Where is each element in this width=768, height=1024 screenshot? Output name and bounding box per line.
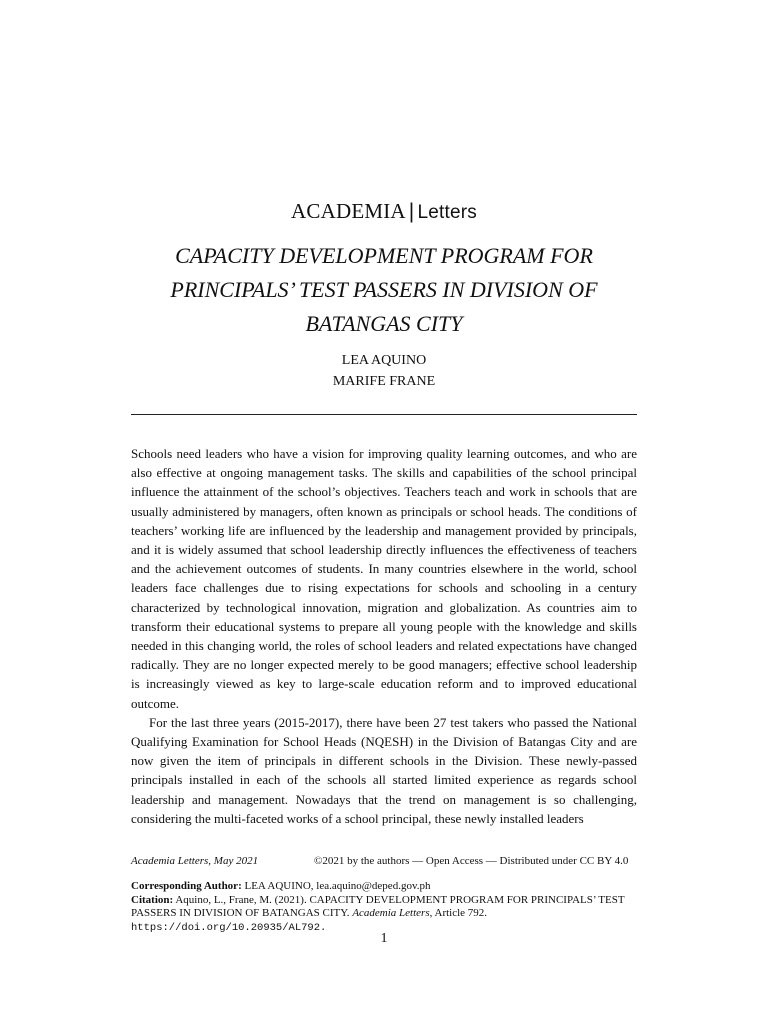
page-footer	[131, 854, 637, 868]
author-name: MARIFE FRANE	[332, 374, 436, 389]
page-number: 1	[380, 931, 388, 946]
corresponding-author	[131, 880, 637, 894]
citation-block	[131, 880, 637, 935]
author-name: LEA AQUINO	[341, 353, 427, 368]
footer-journal: Academia Letters, May 2021	[131, 855, 259, 867]
journal-brand	[0, 199, 768, 224]
footer-license: ©2021 by the authors — Open Access — Distributed under CC BY 4.0	[314, 855, 629, 867]
citation-label: Citation:	[131, 893, 174, 906]
doi-link[interactable]: https://doi.org/10.20935/AL792.	[131, 921, 327, 934]
citation-text: Aquino, L., Frane, M. (2021). CAPACITY DEVELOPMENT PROGRAM FOR PRINCIPALS’ TEST PASSERS IN DIVISION OF BATANGAS CITY.	[131, 893, 625, 919]
title-line: CAPACITY DEVELOPMENT PROGRAM FOR	[175, 243, 593, 268]
article-title	[140, 239, 628, 341]
article-body	[131, 444, 637, 828]
citation	[131, 894, 637, 921]
brand-separator: |	[408, 200, 415, 223]
author-list	[0, 350, 768, 392]
title-line: BATANGAS CITY	[305, 311, 463, 336]
title-line: PRINCIPALS’ TEST PASSERS IN DIVISION OF	[170, 277, 598, 302]
brand-academia: ACADEMIA	[291, 199, 406, 223]
body-paragraph: Schools need leaders who have a vision for improving quality learning outcomes, and who are also effective at ongoing management tasks. The skills and capabilities of the school principal influence the attainment of the school’s objectives. Teachers teach and work in schools that are usually administered by managers, often known as principals or school heads. The conditions of teachers’ working life are influenced by the leadership and management provided by principals, and it is widely assumed that school leadership directly influences the effectiveness of teachers and the achievement outcomes of students. In many countries elsewhere in the world, school leaders face challenges due to rising expectations for schools and schooling in a century characterized by technological innovation, migration and globalization. As countries aim to transform their educational systems to prepare all young people with the knowledge and skills needed in this changing world, the roles of school leaders and related expectations have changed radically. They are no longer expected merely to be good managers; effective school leadership is increasingly viewed as key to large-scale education reform and to improved educational outcome.	[131, 446, 637, 711]
citation-article: , Article 792.	[429, 907, 488, 919]
body-paragraph: For the last three years (2015-2017), there have been 27 test takers who passed the National Qualifying Examination for School Heads (NQESH) in the Division of Batangas City and are now given the item of principals in different schools in the Division. These newly-passed principals installed in each of the schools all started limited experience as regards school leadership and management. Nowadays that the trend on management is so challenging, considering the multi-faceted works of a school principal, these newly installed leaders	[131, 714, 637, 826]
brand-letters: Letters	[417, 202, 477, 223]
corresponding-label: Corresponding Author:	[131, 880, 242, 892]
corresponding-value[interactable]: LEA AQUINO, lea.aquino@deped.gov.ph	[244, 880, 431, 892]
citation-journal: Academia Letters	[352, 907, 430, 919]
title-divider	[131, 414, 637, 415]
